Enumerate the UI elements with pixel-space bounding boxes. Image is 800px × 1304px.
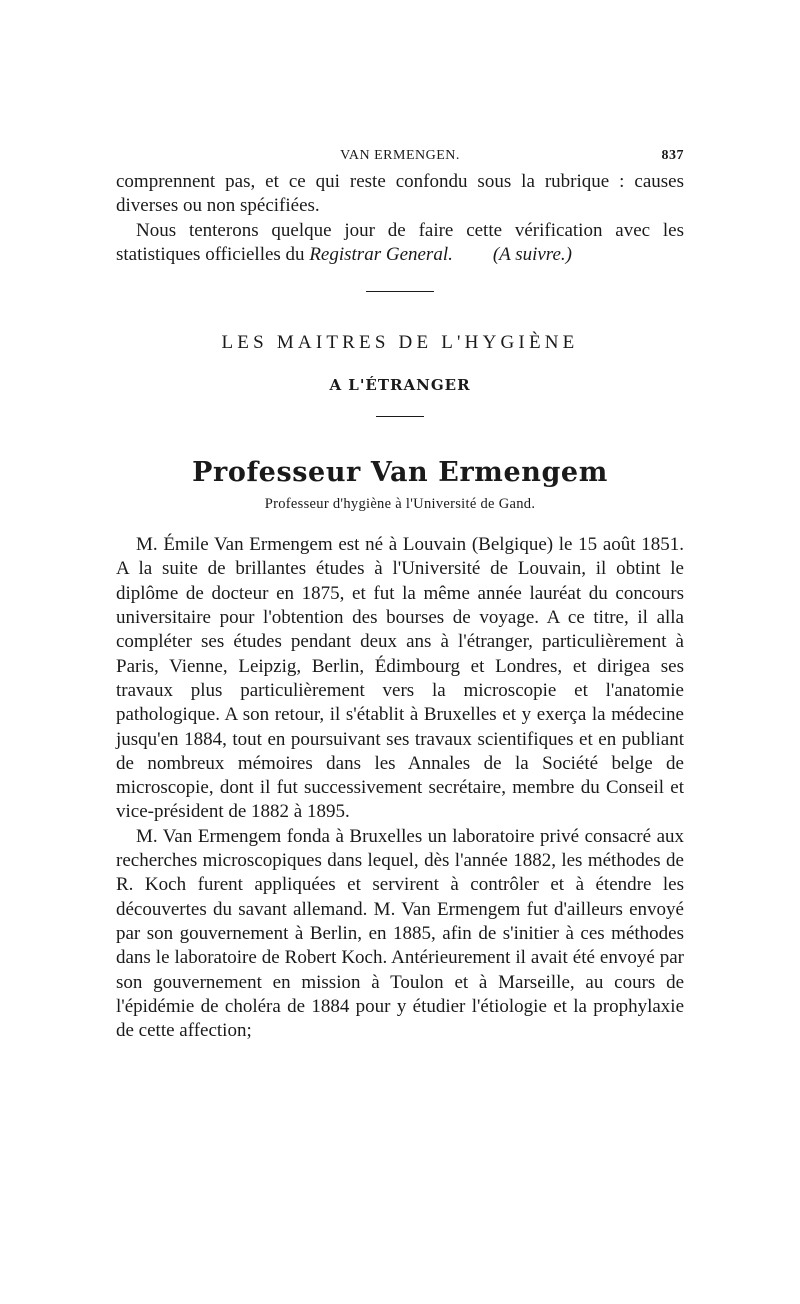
running-head [116,148,684,170]
section-divider-bottom [376,416,424,417]
page-number: 837 [661,148,684,163]
previous-article-paragraph-2 [116,219,684,268]
article-subtitle: Professeur d'hygiène à l'Université de Gand. [264,496,536,513]
book-page [116,148,684,1043]
previous-article-paragraph-2-text: Nous tenterons quelque jour de faire cette vérification avec les statistiques officielles du [116,219,684,265]
article-paragraph-2: M. Van Ermengem fonda à Bruxelles un laboratoire privé consacré aux recherches microscopiques dans lequel, dès l'année 1882, les méthodes de R. Koch furent appliquées et servirent à contrôler et à étendre les découvertes du savant allemand. M. Van Ermengem fut d'ailleurs envoyé par son gouvernement à Berlin, en 1885, afin de s'initier à ces méthodes dans le laboratoire de Robert Koch. Antérieurement il avait été envoyé par son gouvernement en mission à Toulon et à Marseille, au cours de l'épidémie de choléra de 1884 pour y étudier l'étiologie et la prophylaxie de cette affection; [116,825,684,1042]
section-title: LES MAITRES DE L'HYGIÈNE [221,332,579,354]
a-suivre-note: (A suivre.) [492,243,573,265]
article-paragraph-1: M. Émile Van Ermengem est né à Louvain (Belgique) le 15 août 1851. A la suite de brillantes études à l'Université de Louvain, il obtint le diplôme de docteur en 1875, et fut la même année lauréat du concours universitaire pour l'obtention des bourses de voyage. A ce titre, il alla compléter ses études pendant deux ans à l'étranger, particulièrement à Paris, Vienne, Leipzig, Berlin, Édimbourg et Londres, et dirigea ses travaux plus particulièrement vers la microscopie et l'anatomie pathologique. A son retour, il s'établit à Bruxelles et y exerça la médecine jusqu'en 1884, tout en poursuivant ses travaux scientifiques et en publiant de nombreux mémoires dans les Annales de la Société belge de microscopie, dont il fut successivement secrétaire, membre du Conseil et vice-président de 1882 à 1895. [116,534,684,823]
running-head-title: VAN ERMENGEN. [340,148,460,163]
previous-article-paragraph-1: comprennent pas, et ce qui reste confondu sous la rubrique : causes diverses ou non spécifiées. [116,171,684,217]
section-subtitle: A L'ÉTRANGER [329,376,471,395]
registrar-general-italic: Registrar General. [309,243,453,265]
article-title: Professeur Van Ermengem [192,457,608,489]
section-divider-top [366,291,434,292]
